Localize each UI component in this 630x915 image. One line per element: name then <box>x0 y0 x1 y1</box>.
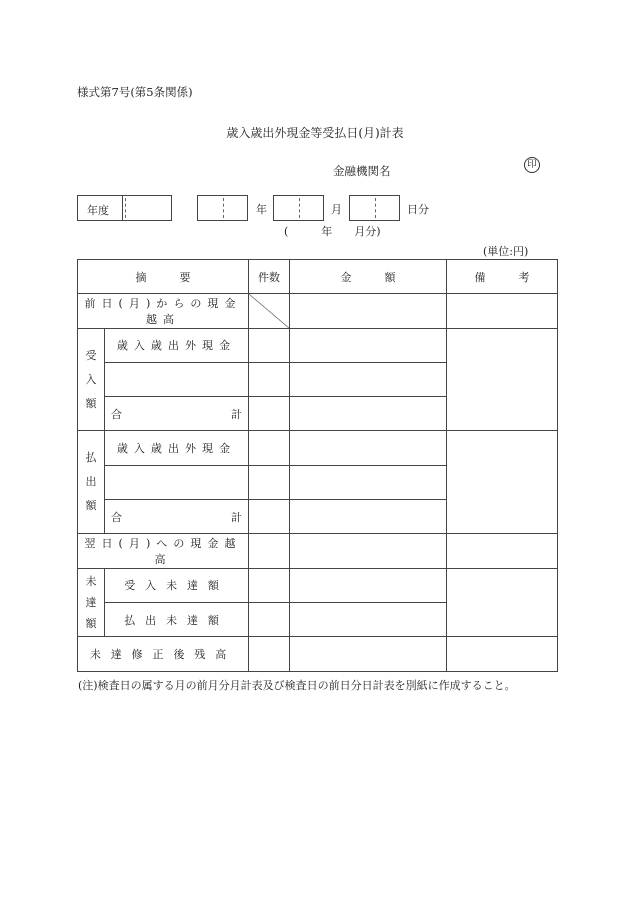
remarks-cell[interactable] <box>447 568 558 637</box>
receipts-total-label: 合 計 <box>105 397 249 431</box>
payments-group-label: 払 出 額 <box>78 431 105 534</box>
header-remarks: 備 考 <box>447 260 558 294</box>
table-row <box>78 431 558 465</box>
amount-cell[interactable] <box>290 362 447 396</box>
amount-cell[interactable] <box>290 500 447 534</box>
count-cell[interactable] <box>249 637 290 671</box>
period-subtitle: ( 年 月分) <box>284 225 381 238</box>
carry-in-label: 前日(月)からの現金越高 <box>78 294 249 328</box>
adjusted-balance-label: 未達修正後残高 <box>78 637 249 671</box>
receipts-item-label: 歳入歳出外現金 <box>105 328 249 362</box>
count-cell[interactable] <box>249 534 290 568</box>
payments-blank-item[interactable] <box>105 465 249 499</box>
amount-cell[interactable] <box>290 465 447 499</box>
remarks-cell[interactable] <box>447 431 558 534</box>
amount-cell[interactable] <box>290 328 447 362</box>
payments-item-label: 歳入歳出外現金 <box>105 431 249 465</box>
amount-cell[interactable] <box>290 397 447 431</box>
header-summary: 摘 要 <box>78 260 249 294</box>
cash-ledger-table <box>77 259 558 672</box>
month-label: 月 <box>331 203 342 216</box>
unit-label: (単位:円) <box>483 245 529 258</box>
table-row <box>78 534 558 568</box>
year-input-box[interactable] <box>197 195 248 221</box>
amount-cell[interactable] <box>290 294 447 328</box>
remarks-cell[interactable] <box>447 294 558 328</box>
month-input-box[interactable] <box>273 195 324 221</box>
footnote: (注)検査日の属する月の前月分月計表及び検査日の前日分日計表を別紙に作成すること。 <box>78 679 516 692</box>
undelivered-group-label: 未 達 額 <box>78 568 105 637</box>
year-label: 年 <box>256 203 267 216</box>
count-cell[interactable] <box>249 500 290 534</box>
receipts-group-label: 受 入 額 <box>78 328 105 431</box>
table-row <box>78 568 558 602</box>
day-input-box[interactable] <box>349 195 400 221</box>
count-cell[interactable] <box>249 568 290 602</box>
form-title: 歳入歳出外現金等受払日(月)計表 <box>226 126 404 140</box>
amount-cell[interactable] <box>290 602 447 636</box>
remarks-cell[interactable] <box>447 328 558 431</box>
count-cell-diagonal <box>249 294 290 328</box>
table-row <box>78 637 558 671</box>
remarks-cell[interactable] <box>447 637 558 671</box>
undelivered-receipt-label: 受入未達額 <box>105 568 249 602</box>
table-header-row <box>78 260 558 294</box>
count-cell[interactable] <box>249 431 290 465</box>
amount-cell[interactable] <box>290 534 447 568</box>
count-cell[interactable] <box>249 362 290 396</box>
amount-cell[interactable] <box>290 568 447 602</box>
bank-name-label: 金融機関名 <box>333 164 391 178</box>
header-amount: 金 額 <box>290 260 447 294</box>
count-cell[interactable] <box>249 602 290 636</box>
amount-cell[interactable] <box>290 431 447 465</box>
undelivered-payment-label: 払出未達額 <box>105 602 249 636</box>
count-cell[interactable] <box>249 328 290 362</box>
fiscal-year-box[interactable] <box>77 195 172 221</box>
header-count: 件数 <box>249 260 290 294</box>
form-number: 様式第7号(第5条関係) <box>77 85 193 99</box>
count-cell[interactable] <box>249 465 290 499</box>
table-row <box>78 294 558 328</box>
receipts-blank-item[interactable] <box>105 362 249 396</box>
carry-out-label: 翌日(月)への現金越高 <box>78 534 249 568</box>
table-row <box>78 328 558 362</box>
amount-cell[interactable] <box>290 637 447 671</box>
payments-total-label: 合 計 <box>105 500 249 534</box>
day-label: 日分 <box>407 203 429 216</box>
seal-mark: 印 <box>524 157 540 173</box>
remarks-cell[interactable] <box>447 534 558 568</box>
count-cell[interactable] <box>249 397 290 431</box>
fiscal-year-label: 年度 <box>87 204 109 217</box>
